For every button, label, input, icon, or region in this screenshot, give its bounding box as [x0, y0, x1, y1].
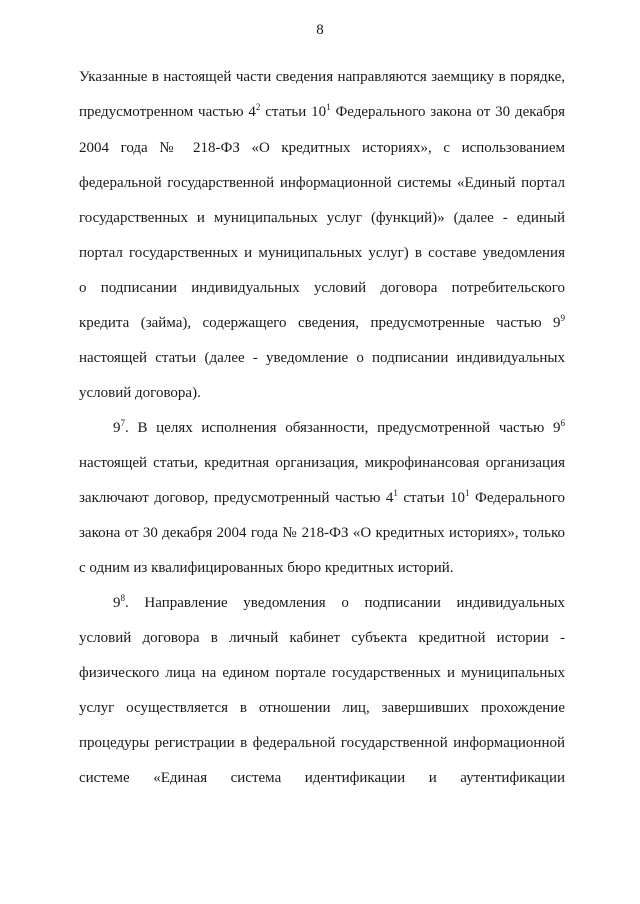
text-line — [79, 628, 565, 648]
text-run: государственных и муниципальных услуг (функций)» (далее - единый — [79, 210, 565, 226]
superscript: 8 — [120, 593, 125, 603]
paragraph-start-line — [113, 593, 565, 613]
superscript: 2 — [255, 102, 261, 112]
text-run: о подписании индивидуальных условий договора потребительского — [79, 280, 565, 296]
superscript: 7 — [120, 418, 125, 428]
text-line — [79, 102, 565, 122]
text-run: настоящей статьи, кредитная организация, микрофинансовая организация — [79, 455, 565, 471]
text-run: Федерального закона от 30 декабря — [330, 104, 565, 120]
text-line — [79, 278, 565, 298]
text-line — [79, 698, 565, 718]
text-run: условий договора). — [79, 385, 201, 401]
text-run: статьи 10 — [260, 104, 327, 120]
text-line — [79, 313, 565, 333]
text-run: статьи 10 — [397, 490, 465, 506]
text-run: закона от 30 декабря 2004 года № 218-ФЗ «О кредитных историях», только — [79, 525, 565, 541]
superscript: 1 — [326, 102, 331, 112]
text-run: услуг осуществляется в отношении лиц, завершивших прохождение — [79, 700, 565, 716]
text-run: процедуры регистрации в федеральной государственной информационной — [79, 735, 565, 751]
text-line — [79, 348, 565, 368]
text-run: 2004 года № 218-ФЗ «О кредитных историях», с использованием — [79, 140, 565, 156]
text-run: с одним из квалифицированных бюро кредитных историй. — [79, 560, 454, 576]
text-line — [79, 208, 565, 228]
superscript: 1 — [393, 488, 398, 498]
text-run: Указанные в настоящей части сведения направляются заемщику в порядке, — [79, 69, 565, 85]
text-run: 9 — [113, 595, 121, 611]
text-run: предусмотренном частью 4 — [79, 104, 256, 120]
page-number: 8 — [316, 22, 324, 38]
text-line — [79, 558, 565, 578]
superscript: 1 — [464, 488, 470, 498]
text-run: портал государственных и муниципальных услуг) в составе уведомления — [79, 245, 565, 261]
text-line — [79, 67, 565, 87]
text-line — [79, 523, 565, 543]
superscript: 6 — [560, 418, 565, 428]
text-run: кредита (займа), содержащего сведения, предусмотренные частью 9 — [79, 315, 561, 331]
text-run: федеральной государственной информационной системы «Единый портал — [79, 175, 565, 191]
text-line — [79, 243, 565, 263]
superscript: 9 — [560, 313, 565, 323]
text-run: системе «Единая система идентификации и аутентификации — [79, 770, 565, 786]
text-line — [79, 453, 565, 473]
text-line — [79, 663, 565, 683]
text-run: условий договора в личный кабинет субъекта кредитной истории - — [79, 630, 565, 646]
text-line — [79, 383, 565, 403]
text-run: настоящей статьи (далее - уведомление о подписании индивидуальных — [79, 350, 565, 366]
text-line — [79, 733, 565, 753]
text-line — [79, 173, 565, 193]
text-line — [79, 138, 565, 158]
text-line — [79, 488, 565, 508]
text-run: . Направление уведомления о подписании индивидуальных — [125, 595, 565, 611]
text-line — [79, 768, 565, 788]
text-run: Федерального — [469, 490, 565, 506]
paragraph-start-line — [113, 418, 565, 438]
text-run: 9 — [113, 420, 121, 436]
text-run: . В целях исполнения обязанности, предусмотренной частью 9 — [125, 420, 561, 436]
text-run: заключают договор, предусмотренный частью 4 — [79, 490, 394, 506]
text-run: физического лица на едином портале государственных и муниципальных — [79, 665, 565, 681]
